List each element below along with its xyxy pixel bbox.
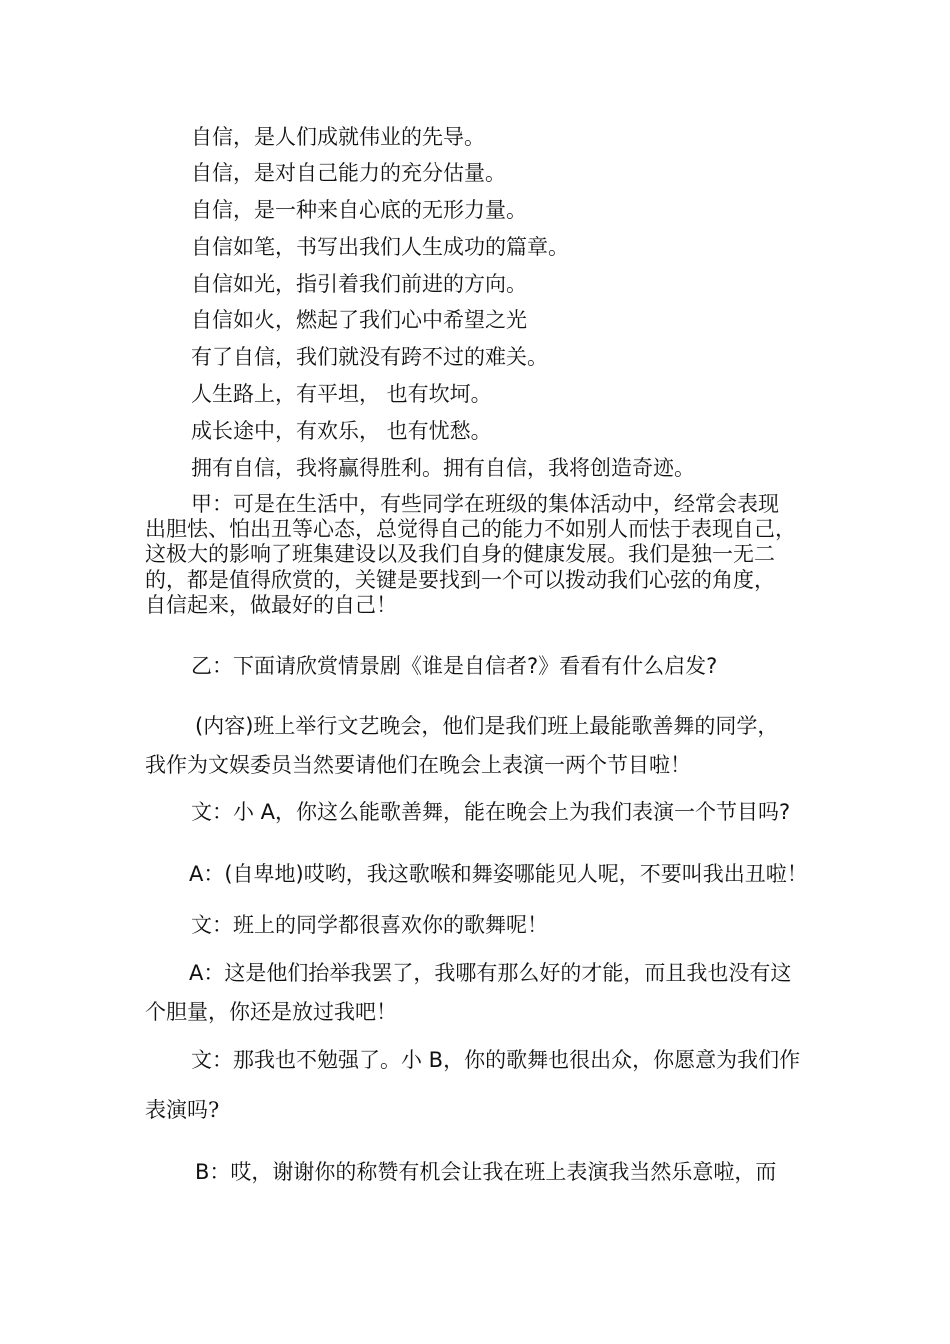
jia-paragraph-line-2: 出胆怯、怕出丑等心态，总觉得自己的能力不如别人而怯于表现自己， xyxy=(145,517,796,541)
dialogue-a-1: A：(自卑地)哎哟，我这歌喉和舞姿哪能见人呢，不要叫我出丑啦！ xyxy=(189,862,808,886)
content-intro-line-1: (内容)班上举行文艺晚会，他们是我们班上最能歌善舞的同学， xyxy=(195,714,779,738)
dialogue-a-2-line-1: A：这是他们抬举我罢了，我哪有那么好的才能，而且我也没有这 xyxy=(189,961,792,985)
poem-line-8: 人生路上，有平坦， 也有坎坷。 xyxy=(191,382,492,406)
poem-line-3: 自信，是一种来自心底的无形力量。 xyxy=(191,198,527,222)
poem-line-2: 自信，是对自己能力的充分估量。 xyxy=(191,161,506,185)
content-intro-line-2: 我作为文娱委员当然要请他们在晚会上表演一两个节目啦！ xyxy=(145,753,691,777)
jia-paragraph-line-3: 这极大的影响了班集建设以及我们自身的健康发展。我们是独一无二 xyxy=(145,542,775,566)
poem-line-6: 自信如火，燃起了我们心中希望之光 xyxy=(191,308,527,332)
poem-line-5: 自信如光，指引着我们前进的方向。 xyxy=(191,272,527,296)
poem-line-9: 成长途中，有欢乐， 也有忧愁。 xyxy=(191,419,492,443)
dialogue-wen-1: 文：小 A，你这么能歌善舞，能在晚会上为我们表演一个节目吗? xyxy=(191,800,791,824)
dialogue-wen-2: 文：班上的同学都很喜欢你的歌舞呢！ xyxy=(191,913,548,937)
dialogue-wen-3-line-2: 表演吗? xyxy=(145,1098,220,1122)
dialogue-a-2-line-2: 个胆量，你还是放过我吧！ xyxy=(145,1000,397,1024)
dialogue-wen-3-line-1: 文：那我也不勉强了。小 B，你的歌舞也很出众，你愿意为我们作 xyxy=(191,1048,801,1072)
poem-line-7: 有了自信，我们就没有跨不过的难关。 xyxy=(191,345,548,369)
poem-line-10: 拥有自信，我将赢得胜利。拥有自信，我将创造奇迹。 xyxy=(191,456,695,480)
jia-paragraph-line-4: 的，都是值得欣赏的，关键是要找到一个可以拨动我们心弦的角度， xyxy=(145,568,775,592)
jia-paragraph-line-1: 甲：可是在生活中，有些同学在班级的集体活动中，经常会表现 xyxy=(191,492,779,516)
poem-line-1: 自信，是人们成就伟业的先导。 xyxy=(191,125,485,149)
jia-paragraph-line-5: 自信起来，做最好的自己！ xyxy=(145,593,397,617)
poem-line-4: 自信如笔，书写出我们人生成功的篇章。 xyxy=(191,235,569,259)
dialogue-b-1: B：哎，谢谢你的称赞有机会让我在班上表演我当然乐意啦，而 xyxy=(195,1160,777,1184)
yi-line: 乙：下面请欣赏情景剧《谁是自信者?》看看有什么启发? xyxy=(191,654,718,678)
